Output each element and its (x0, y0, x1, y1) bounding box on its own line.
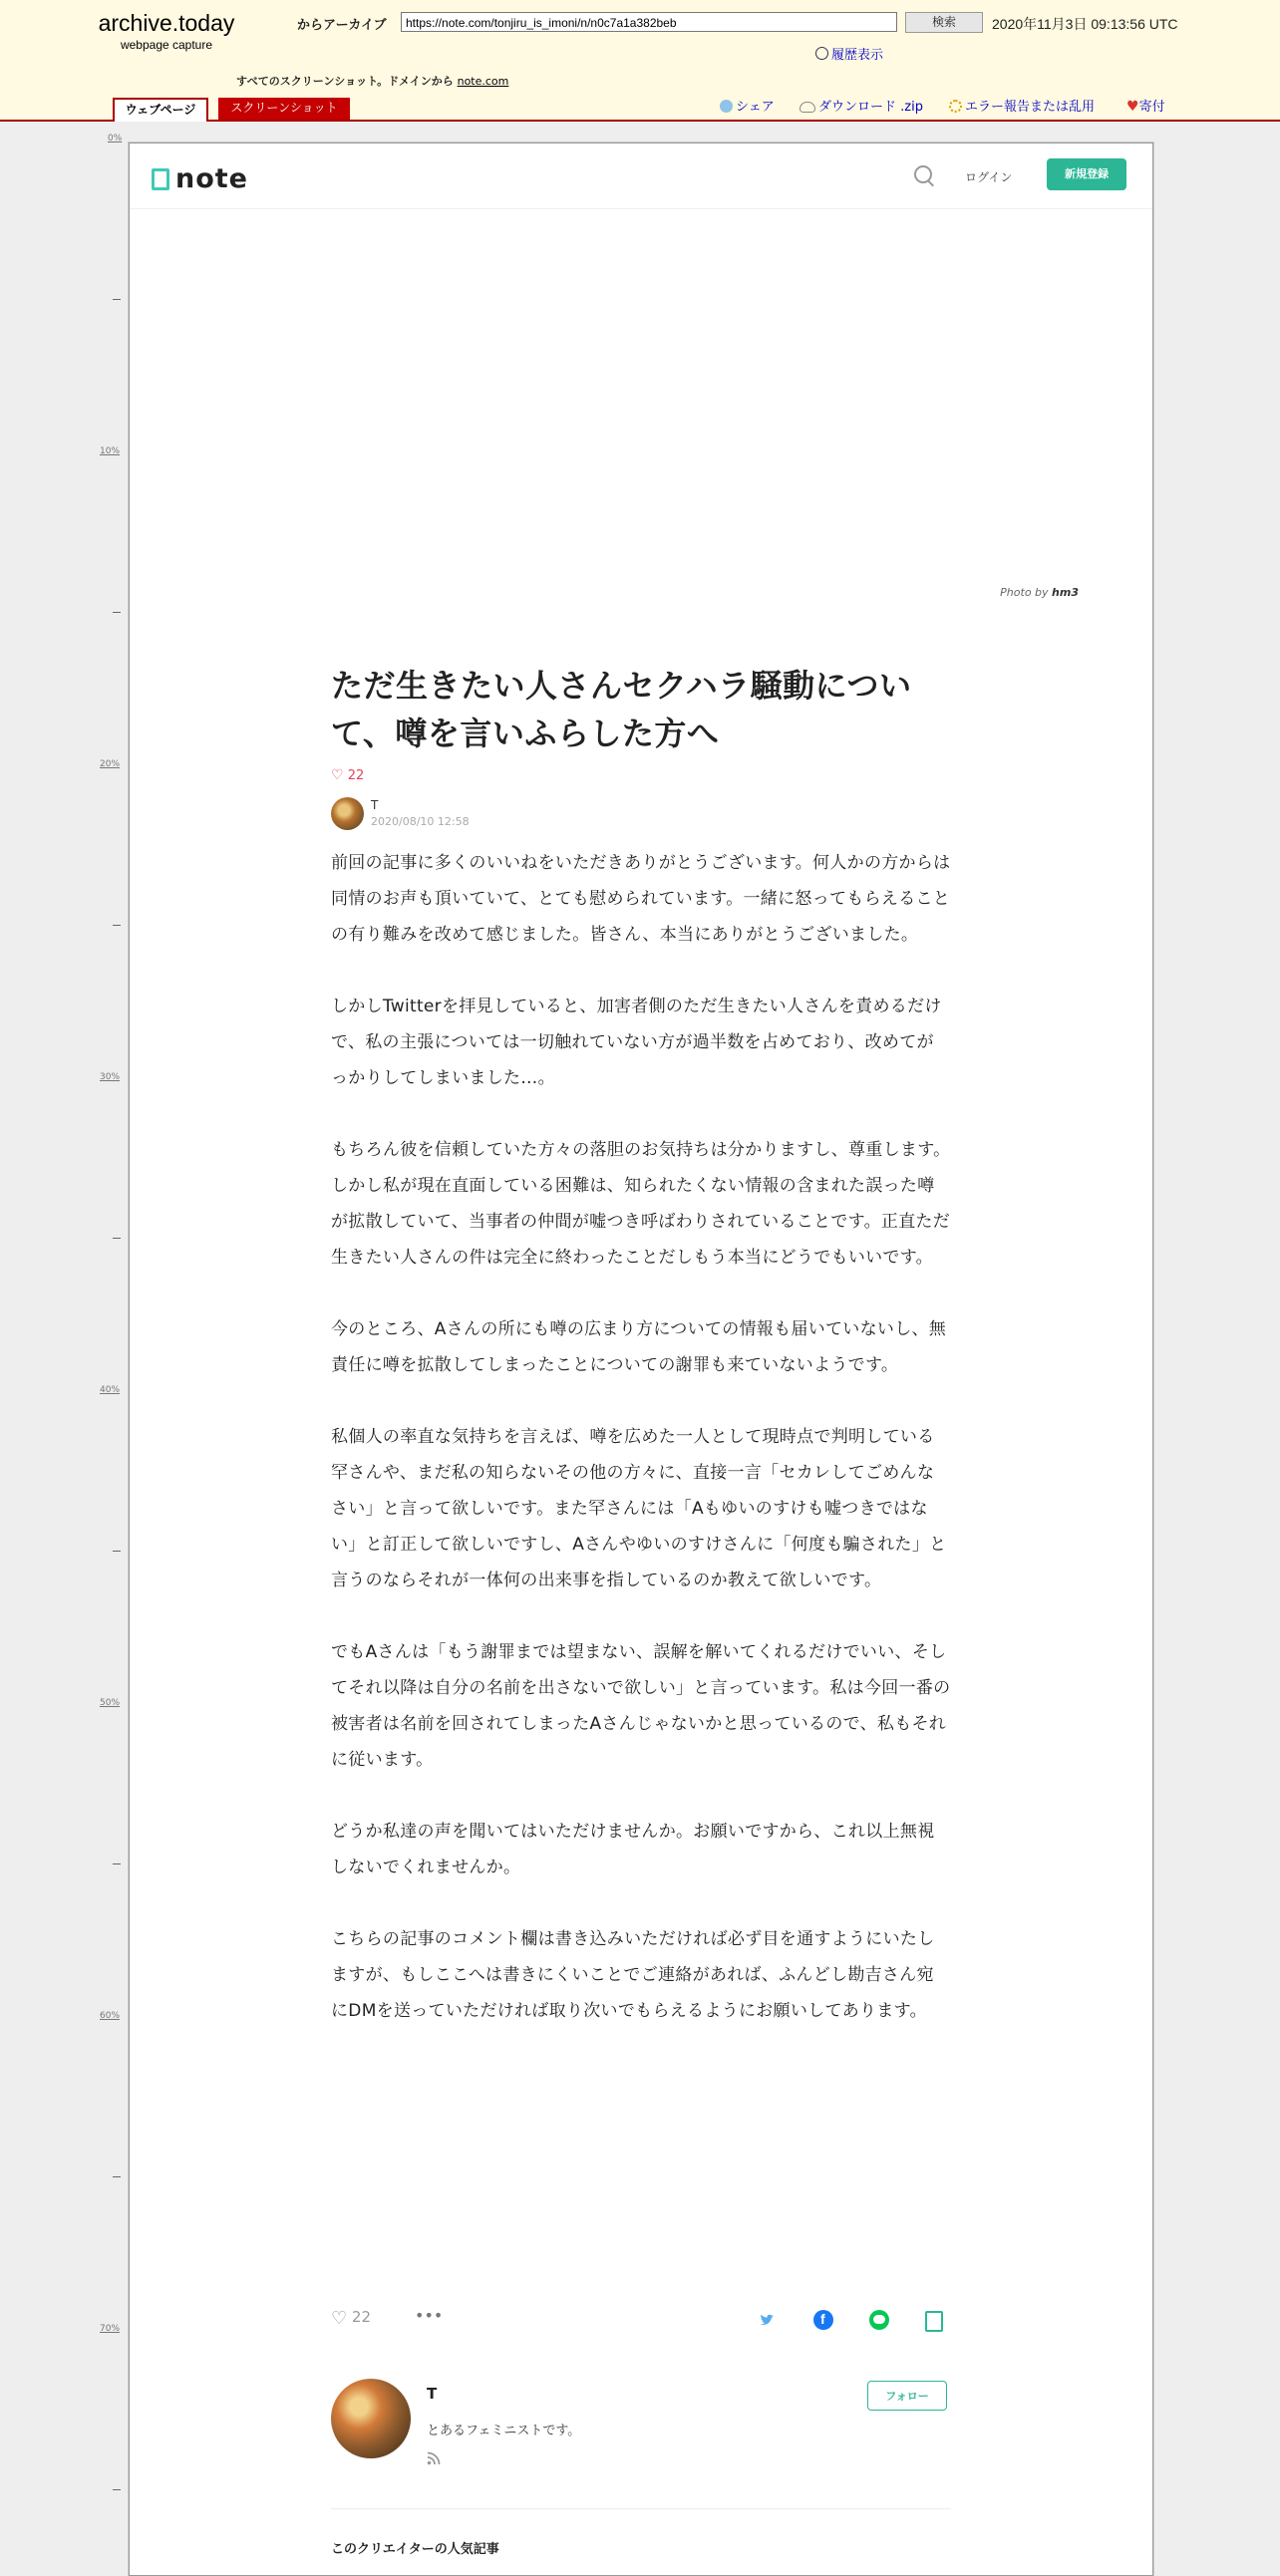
ruler-dash (113, 1238, 121, 1239)
article (331, 662, 951, 2029)
from-archive-label: からアーカイブ (297, 18, 387, 33)
article-paragraph: 前回の記事に多くのいいねをいただきありがとうございます。何人かの方からは同情のお声も頂いていて、とても慰められています。一緒に怒ってもらえることの有り難みを改めて感じました。皆さん、本当にありがとうございました。 (331, 853, 951, 945)
domain-link[interactable]: note.com (457, 75, 509, 88)
share-icon (720, 100, 733, 113)
note-logo[interactable] (152, 163, 248, 194)
twitter-icon[interactable] (758, 2310, 778, 2330)
archive-logo-subtitle: webpage capture (120, 38, 213, 52)
article-paragraph: もちろん彼を信頼していた方々の落胆のお気持ちは分かりますし、尊重します。しかし私が現在直面している困難は、知られたくない情報の含まれた誤った噂が拡散していて、当事者の仲間が嘘つき呼ばわりされていることです。正直ただ生きたい人さんの件は完全に終わったことだしもう本当にどうでもいいです。 (331, 1140, 951, 1268)
article-title: ただ生きたい人さんセクハラ騒動について、噂を言いふらした方へ (331, 667, 912, 752)
author-card-bio: とあるフェミニストです。 (427, 2424, 581, 2438)
ruler-mark[interactable]: 50% (100, 1698, 121, 1708)
bookmark-add-icon[interactable] (925, 2311, 943, 2332)
report-action-label: エラー報告または乱用 (965, 100, 1096, 115)
like-count-bottom: 22 (351, 2308, 372, 2326)
capture-date: 2020年11月3日 09:13:56 UTC (992, 16, 1178, 32)
share-action[interactable] (720, 96, 775, 115)
article-body (331, 845, 951, 2029)
note-header (130, 143, 1152, 209)
donate-action[interactable] (1126, 96, 1165, 115)
article-paragraph: でもAさんは「もう謝罪までは望まない、誤解を解いてくれるだけでいい、そしてそれ以降は自分の名前を出さないで欲しい」と言っています。私は今回一番の被害者は名前を回されてしまったAさんじゃないかと思っているので、私もそれに従います。 (331, 1642, 951, 1770)
ruler-mark[interactable]: 40% (100, 1385, 121, 1395)
tab-screenshot[interactable]: スクリーンショット (218, 98, 350, 120)
author-name[interactable]: T (371, 798, 379, 812)
note-logo-icon (152, 168, 169, 190)
sun-alert-icon (949, 100, 962, 113)
author-avatar[interactable] (331, 797, 364, 830)
ruler-dash (113, 1863, 121, 1864)
like-count-top[interactable] (331, 767, 951, 783)
archive-search-button[interactable]: 検索 (905, 12, 983, 33)
ruler-mark[interactable]: 20% (100, 759, 121, 769)
archive-logo-title[interactable]: archive.today (98, 10, 235, 36)
popular-articles-heading: このクリエイターの人気記事 (331, 2542, 499, 2557)
report-action[interactable] (949, 96, 1095, 115)
download-action[interactable] (800, 96, 923, 115)
download-action-label: ダウンロード .zip (818, 100, 923, 115)
follow-button[interactable]: フォロー (867, 2381, 947, 2411)
note-logo-text: note (175, 163, 248, 194)
archive-url-input[interactable]: https://note.com/tonjiru_is_imoni/n/n0c7a1a382beb (401, 12, 897, 32)
search-icon[interactable] (914, 165, 932, 183)
ruler-dash (113, 2489, 121, 2490)
signup-button[interactable]: 新規登録 (1047, 158, 1126, 190)
ruler-mark[interactable]: 70% (100, 2324, 121, 2334)
ruler-dash (113, 299, 121, 300)
all-screenshots-text: すべてのスクリーンショット。ドメインから (236, 75, 454, 88)
photo-credit (873, 586, 1079, 599)
ruler-dash (113, 1551, 121, 1552)
archived-page-frame (129, 143, 1153, 2576)
article-paragraph: 私個人の率直な気持ちを言えば、噂を広めた一人として現時点で判明している罕さんや、まだ私の知らないその他の方々に、直接一言「セカレしてごめんなさい」と言って欲しいです。また罕さんには「Aもゆいのすけも嘘つきではない」と訂正して欲しいですし、Aさんやゆいのすけさんに「何度も騙された」と言うのならそれが一体何の出来事を指しているのか教えて欲しいです。 (331, 1427, 947, 1590)
tab-webpage[interactable]: ウェブページ (113, 98, 208, 122)
article-paragraph: しかしTwitterを拝見していると、加害者側のただ生きたい人さんを責めるだけで、私の主張については一切触れていない方が過半数を占めており、改めてがっかりしてしまいました…。 (331, 997, 942, 1088)
ruler-dash (113, 612, 121, 613)
login-button[interactable]: ログイン (965, 170, 1013, 184)
heart-outline-icon: ♡ (331, 2308, 348, 2329)
article-action-bar (331, 2306, 951, 2336)
donate-action-label: 寄付 (1138, 100, 1165, 115)
ruler-mark[interactable]: 10% (100, 446, 121, 456)
archive-header (0, 0, 1280, 122)
ruler-mark[interactable]: 0% (108, 134, 123, 143)
share-action-label: シェア (736, 100, 775, 115)
photo-credit-name[interactable]: hm3 (1052, 586, 1079, 599)
author-card (331, 2379, 951, 2509)
like-button[interactable] (331, 2308, 371, 2329)
like-count-value: 22 (347, 768, 365, 783)
photo-credit-prefix: Photo by (1000, 586, 1049, 599)
article-paragraph: こちらの記事のコメント欄は書き込みいただければ必ず目を通すようにいたしますが、もしここへは書きにくいことでご連絡があれば、ふんどし勘吉さん宛にDMを送っていただければ取り次いでもらえるようにお願いしてあります。 (331, 1929, 935, 2021)
heart-outline-icon: ♡ (331, 767, 344, 783)
author-card-name[interactable]: T (427, 2385, 438, 2403)
archive-logo[interactable] (92, 10, 241, 52)
ruler-dash (113, 925, 121, 926)
history-link-label: 履歴表示 (831, 48, 884, 63)
clock-icon (815, 47, 828, 60)
author-row (331, 797, 951, 833)
article-paragraph: 今のところ、Aさんの所にも噂の広まり方についての情報も届いていないし、無責任に噂を拡散してしまったことについての謝罪も来ていないようです。 (331, 1319, 947, 1375)
history-link[interactable] (815, 44, 883, 63)
ruler-mark[interactable]: 60% (100, 2011, 121, 2021)
article-paragraph: どうか私達の声を聞いてはいただけませんか。お願いですから、これ以上無視しないでくれませんか。 (331, 1822, 935, 1877)
facebook-icon[interactable]: f (813, 2310, 833, 2330)
publish-date: 2020/08/10 12:58 (371, 815, 470, 828)
cloud-download-icon (800, 102, 815, 113)
ruler-mark[interactable]: 30% (100, 1072, 121, 1082)
more-options-button[interactable]: ••• (415, 2306, 444, 2325)
heart-icon: ♥ (1126, 99, 1139, 115)
rss-icon[interactable] (427, 2450, 441, 2464)
author-card-avatar[interactable] (331, 2379, 411, 2458)
line-icon[interactable] (869, 2310, 889, 2330)
all-screenshots-line (236, 73, 508, 89)
ruler-dash (113, 2176, 121, 2177)
